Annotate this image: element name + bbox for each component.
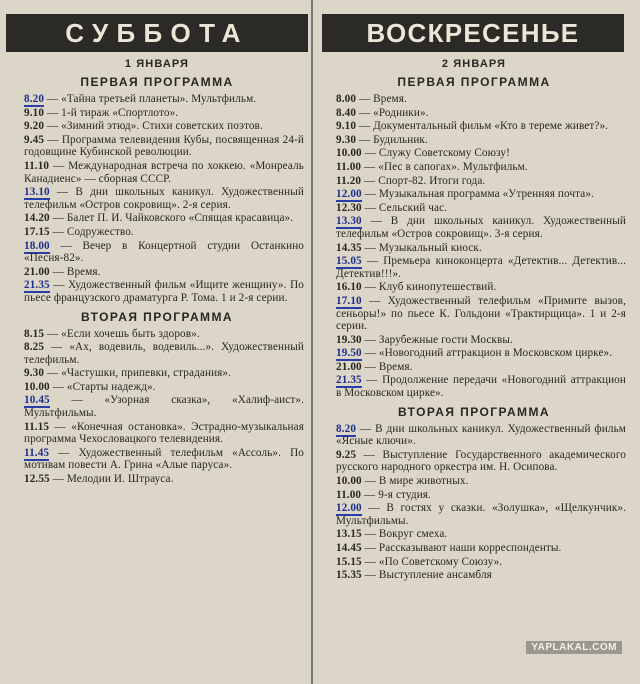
entry-time: 21.00	[24, 265, 50, 278]
program-title: ПЕРВАЯ ПРОГРАММА	[397, 75, 551, 89]
entry-time: 10.00	[336, 475, 362, 488]
entry-time: 10.45	[24, 394, 50, 407]
entry-time: 15.05	[336, 255, 362, 268]
entry-time: 21.35	[24, 279, 50, 292]
saturday-date: 1 ЯНВАРЯ	[124, 58, 190, 70]
entry-description: — Музыкальная программа «Утренняя почта».	[364, 188, 594, 201]
entry-description: — «Старты надежд».	[52, 380, 156, 393]
entry-time: 13.15	[336, 528, 362, 541]
entry-description: — Художественный телефильм «Ассоль». По мотивам повести А. Грина «Алые паруса».	[24, 446, 304, 472]
entry-time: 13.30	[336, 215, 362, 228]
entry-time: 14.35	[336, 241, 362, 254]
entry-time: 9.45	[24, 133, 45, 146]
entry-time: 10.00	[24, 380, 50, 393]
schedule-entry	[336, 569, 626, 582]
schedule-entry	[24, 120, 304, 133]
schedule-entry	[336, 175, 626, 188]
entry-description: — «Ах, водевиль, водевиль...». Художественный телефильм.	[24, 341, 304, 366]
entry-time: 11.15	[24, 420, 50, 433]
schedule-entry	[24, 381, 304, 394]
watermark-label: YAPLAKAL.COM	[526, 641, 622, 654]
schedule-entry	[24, 266, 304, 279]
entry-time: 13.10	[24, 186, 50, 199]
schedule-entry	[24, 134, 304, 159]
schedule-entry	[336, 347, 626, 360]
schedule-entry	[336, 202, 626, 215]
schedule-entry	[336, 107, 626, 120]
entry-time: 17.15	[24, 225, 50, 238]
entry-time: 14.45	[336, 542, 362, 554]
entry-description: — Зарубежные гости Москвы.	[364, 333, 513, 346]
schedule-entry	[336, 489, 626, 502]
program-title: ВТОРАЯ ПРОГРАММА	[80, 309, 234, 324]
saturday-column	[6, 0, 308, 684]
saturday-header: СУББОТА	[6, 14, 308, 52]
schedule-entry	[24, 394, 304, 419]
entry-description: — Художественный фильм «Ищите женщину». По пьесе французского драматурга Р. Тома. 1 и 2-я серии.	[24, 279, 304, 304]
schedule-entry	[24, 473, 304, 486]
entry-time: 8.40	[336, 106, 357, 119]
schedule-entry	[24, 367, 304, 380]
entry-description: — Время.	[364, 360, 413, 373]
schedule-entry	[24, 447, 304, 472]
entry-time: 8.25	[24, 341, 45, 354]
entry-description: — «Частушки, припевки, страдания».	[46, 367, 232, 380]
entry-description: — «Зимний этюд». Стихи советских поэтов.	[46, 120, 263, 133]
schedule-entry	[24, 421, 304, 446]
entry-time: 12.30	[336, 201, 362, 214]
entry-description: — Музыкальный киоск.	[364, 241, 482, 254]
entry-time: 14.20	[24, 212, 50, 225]
entry-description: — Художественный телефильм «Примите вызов, сеньоры!» по пьесе К. Гольдони «Трактирщица». 1 и 2-я серии.	[336, 294, 626, 333]
entry-description: — Премьера киноконцерта «Детектив... Детектив... Детектив!!!».	[336, 255, 626, 280]
entry-time: 18.00	[24, 239, 50, 252]
entry-time: 9.10	[24, 106, 45, 119]
entry-time: 8.20	[336, 422, 357, 435]
entry-time: 12.55	[24, 473, 50, 486]
sunday-column	[318, 0, 630, 684]
entry-description: — Выступление Государственного академического русского народного оркестра им. Н. Осипова.	[336, 448, 626, 474]
schedule-entry	[24, 186, 304, 211]
schedule-entry	[24, 328, 304, 341]
column-divider	[311, 0, 313, 684]
schedule-entry	[336, 502, 626, 527]
schedule-entry	[336, 255, 626, 280]
entry-time: 11.20	[336, 174, 362, 187]
entry-time: 9.25	[336, 448, 357, 461]
entry-description: — В гостях у сказки. «Золушка», «Щелкунчик». Мультфильмы.	[336, 502, 626, 527]
sunday-header: ВОСКРЕСЕНЬЕ	[322, 14, 624, 52]
entry-time: 17.10	[336, 294, 362, 307]
entry-description: — «Тайна третьей планеты». Мультфильм.	[46, 93, 257, 105]
entry-time: 21.00	[336, 360, 362, 373]
entry-time: 8.15	[24, 327, 45, 340]
entry-time: 10.00	[336, 147, 362, 160]
schedule-entry	[336, 242, 626, 255]
schedule-list	[318, 423, 630, 582]
schedule-entry	[24, 93, 304, 106]
entry-description: — «Новогодний аттракцион в Московском цирке».	[364, 347, 613, 360]
schedule-entry	[24, 240, 304, 265]
entry-description: — Служу Советскому Союзу!	[364, 147, 510, 160]
entry-description: — В дни школьных каникул. Художественный телефильм «Остров сокровищ». 3-я серия.	[336, 215, 626, 240]
entry-time: 9.10	[336, 120, 357, 133]
entry-description: — Выступление ансамбля	[364, 569, 492, 582]
entry-time: 12.00	[336, 188, 362, 201]
schedule-entry	[336, 215, 626, 240]
entry-description: — «Пес в сапогах». Мультфильм.	[364, 160, 528, 173]
schedule-entry	[336, 161, 626, 174]
saturday-programs	[6, 75, 308, 486]
entry-description: — Документальный фильм «Кто в тереме живет?».	[358, 120, 609, 133]
schedule-entry	[24, 212, 304, 225]
entry-time: 12.00	[336, 502, 362, 515]
entry-time: 15.15	[336, 555, 362, 568]
schedule-entry	[336, 188, 626, 201]
schedule-entry	[336, 449, 626, 474]
schedule-entry	[336, 295, 626, 333]
schedule-entry	[336, 542, 626, 555]
schedule-list	[6, 93, 308, 305]
schedule-entry	[336, 134, 626, 147]
entry-description: — Сельский час.	[364, 201, 448, 214]
entry-time: 21.35	[336, 374, 362, 387]
schedule-entry	[336, 93, 626, 106]
entry-description: — Программа телевидения Кубы, посвященная 24-й годовщине Кубинской революции.	[24, 133, 304, 159]
schedule-entry	[24, 160, 304, 185]
program-title: ПЕРВАЯ ПРОГРАММА	[80, 75, 234, 89]
program-title: ВТОРАЯ ПРОГРАММА	[397, 404, 551, 419]
schedule-entry	[24, 107, 304, 120]
entry-description: — Международная встреча по хоккею. «Монреаль Канадиенс» — сборная СССР.	[24, 159, 304, 185]
entry-description: — 9-я студия.	[364, 488, 431, 501]
entry-description: — «Если хочешь быть здоров».	[46, 327, 200, 340]
schedule-entry	[336, 475, 626, 488]
entry-description: — Вечер в Концертной студии Останкино «Песня-82».	[24, 239, 304, 265]
entry-description: — Время.	[52, 265, 101, 278]
entry-description: — Спорт-82. Итоги года.	[364, 174, 486, 187]
entry-description: — Вокруг смеха.	[364, 528, 448, 541]
entry-time: 9.30	[24, 367, 45, 380]
entry-time: 16.10	[336, 281, 362, 294]
schedule-entry	[24, 226, 304, 239]
entry-description: — В дни школьных каникул. Художественный фильм «Ясные ключи».	[336, 422, 626, 448]
entry-description: — Время.	[358, 93, 407, 105]
entry-description: — Содружество.	[52, 225, 134, 238]
entry-time: 11.45	[24, 446, 50, 459]
schedule-entry	[336, 334, 626, 347]
entry-description: — «Родники».	[358, 106, 429, 119]
entry-time: 11.00	[336, 160, 362, 173]
entry-time: 9.20	[24, 120, 45, 133]
schedule-entry	[24, 279, 304, 304]
entry-description: — «По Советскому Союзу».	[364, 555, 503, 568]
schedule-entry	[336, 528, 626, 541]
entry-description: — «Конечная остановка». Эстрадно-музыкальная программа Чехословацкого телевидения.	[24, 420, 304, 446]
entry-time: 9.30	[336, 133, 357, 146]
entry-time: 19.30	[336, 333, 362, 346]
entry-time: 8.20	[24, 93, 45, 105]
schedule-entry	[336, 361, 626, 374]
entry-description: — В дни школьных каникул. Художественный телефильм «Остров сокровищ». 2-я серия.	[24, 186, 304, 211]
schedule-entry	[336, 120, 626, 133]
schedule-entry	[336, 374, 626, 399]
entry-description: — Рассказывают наши корреспонденты.	[364, 542, 562, 554]
entry-description: — «Узорная сказка», «Халиф-аист». Мультфильмы.	[24, 394, 304, 420]
entry-description: — Балет П. И. Чайковского «Спящая красавица».	[52, 212, 294, 225]
entry-description: — Мелодии И. Штрауса.	[52, 473, 174, 486]
entry-time: 15.35	[336, 569, 362, 582]
schedule-entry	[336, 423, 626, 448]
entry-time: 8.00	[336, 93, 357, 105]
entry-description: — Будильник.	[358, 133, 428, 146]
schedule-list	[6, 328, 308, 486]
sunday-programs	[318, 75, 630, 582]
entry-description: — В мире животных.	[364, 475, 469, 488]
sunday-date: 2 ЯНВАРЯ	[441, 58, 507, 70]
entry-description: — Продолжение передачи «Новогодний аттракцион в Московском цирке».	[336, 374, 626, 400]
entry-description: — 1-й тираж «Спортлото».	[46, 106, 179, 119]
schedule-entry	[336, 147, 626, 160]
schedule-list	[318, 93, 630, 400]
schedule-entry	[24, 341, 304, 366]
entry-time: 11.10	[24, 159, 50, 172]
entry-time: 19.50	[336, 347, 362, 360]
entry-description: — Клуб кинопутешествий.	[364, 281, 497, 294]
schedule-entry	[336, 556, 626, 569]
entry-time: 11.00	[336, 488, 362, 501]
schedule-entry	[336, 281, 626, 294]
